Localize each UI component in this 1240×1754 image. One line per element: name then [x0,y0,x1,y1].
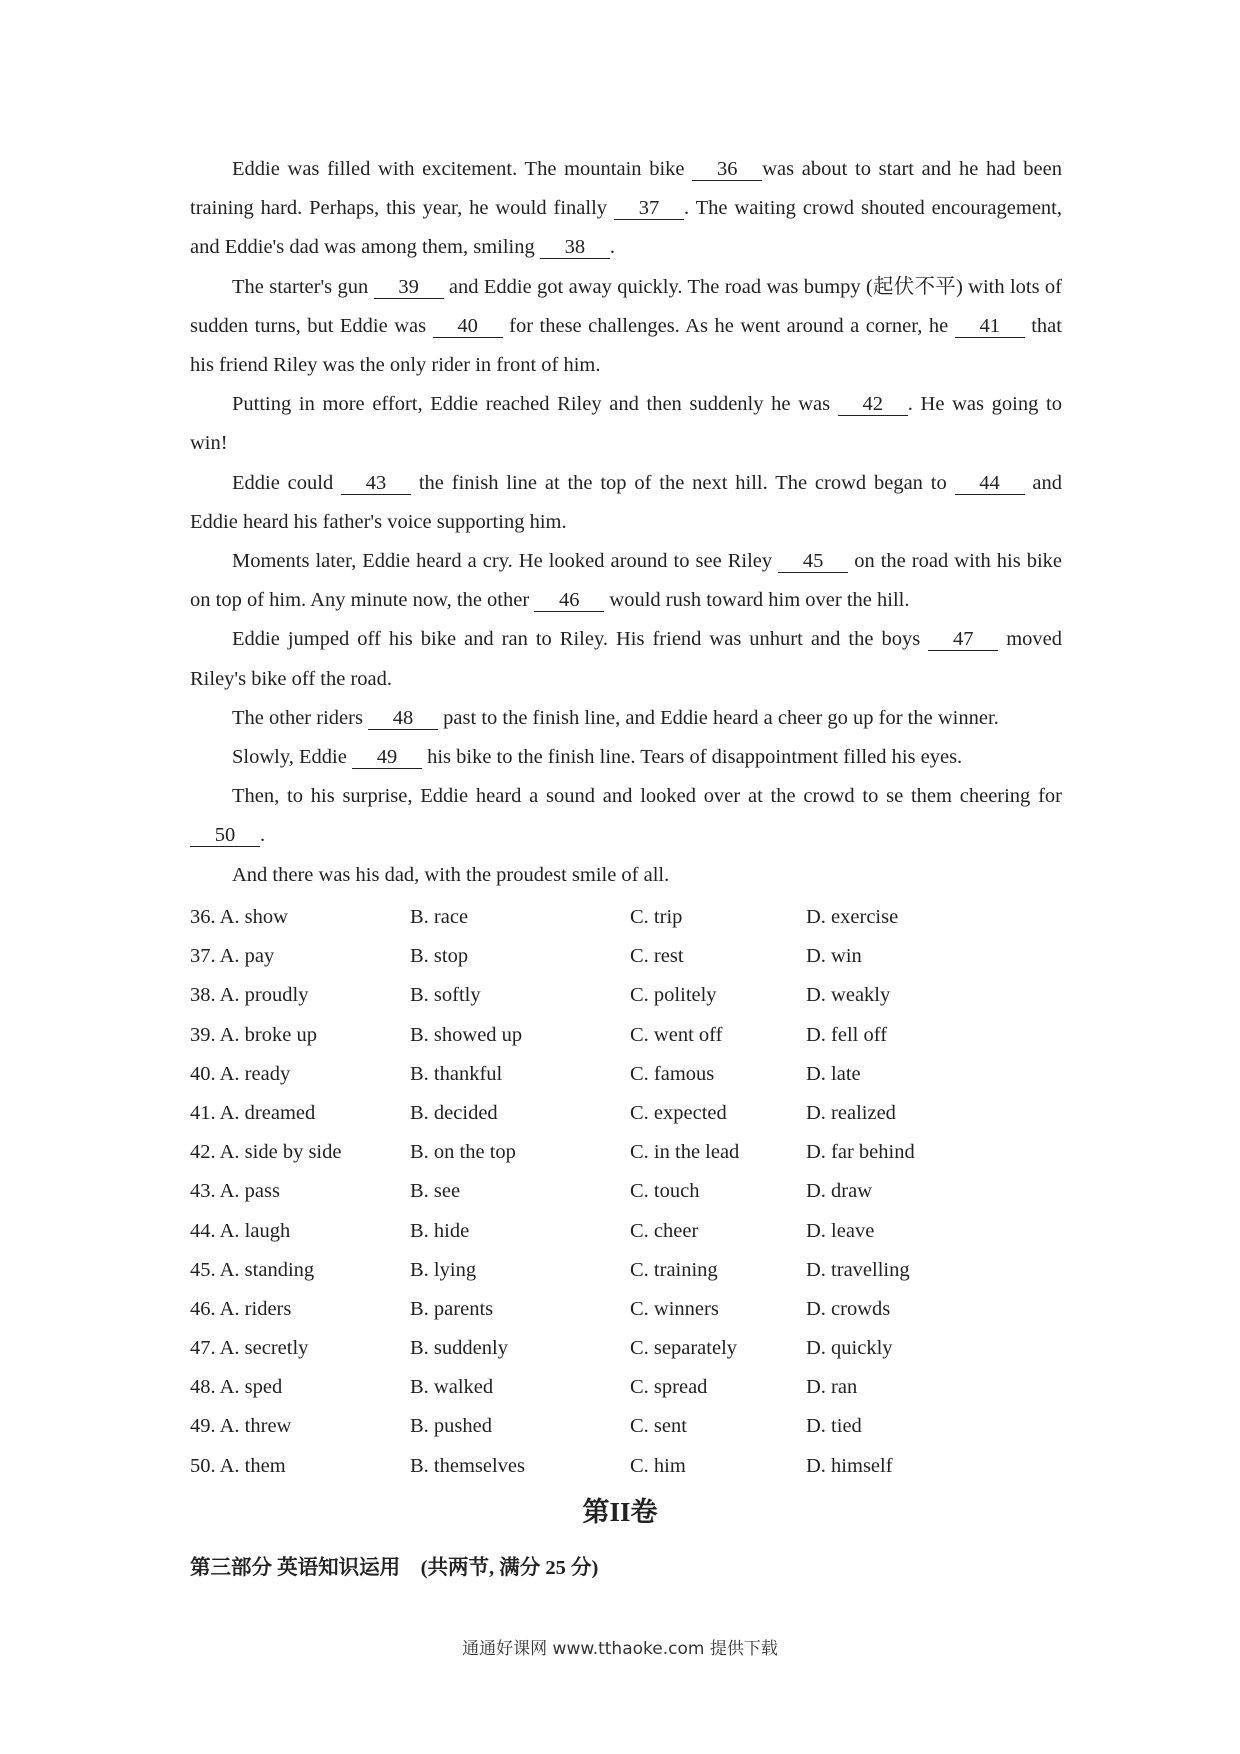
option-choice: D. himself [806,1454,893,1477]
blank-46: 46 [534,589,604,612]
option-choice: D. late [806,1062,861,1085]
passage-text: and Eddie heard his father's voice supporting him. [190,471,1062,533]
passage-text: was about to start and he had been training hard. Perhaps, this year, he would finally [190,158,1062,220]
option-choice: 36. A. show [190,906,288,928]
option-choice: 39. A. broke up [190,1023,317,1046]
blank-40: 40 [433,315,503,338]
option-row [190,976,1010,1015]
option-choice: C. politely [630,984,717,1007]
option-choice: B. suddenly [410,1337,508,1360]
blank-38: 38 [540,236,610,259]
passage-text: Then, to his surprise, Eddie heard a sound and looked over at the crowd to se them cheering for [232,785,1062,808]
option-choice: B. stop [410,945,469,968]
option-choice: D. tied [806,1415,862,1438]
option-choice: C. training [630,1258,718,1281]
option-choice: B. race [410,906,469,928]
option-choice: C. sent [630,1415,687,1438]
blank-44: 44 [955,472,1025,495]
passage-text: Eddie was filled with excitement. The mountain bike [232,158,693,180]
footer-source: 通通好课网 www.tthaoke.com 提供下载 [462,1639,778,1659]
option-choice: C. separately [630,1337,738,1360]
option-choice: D. draw [806,1180,873,1203]
option-row [190,1447,1010,1486]
blank-36: 36 [692,158,762,181]
passage-text: . [260,824,266,847]
option-choice: B. showed up [410,1023,523,1046]
option-choice: 46. A. riders [190,1297,292,1320]
passage-text: for these challenges. As he went around a corner, he [502,314,955,337]
paragraph-2 [190,268,1062,386]
option-choice: 44. A. laugh [190,1219,291,1242]
paragraph-4 [190,464,1062,542]
option-choice: D. crowds [806,1297,891,1320]
option-choice: 50. A. them [190,1454,286,1477]
option-choice: D. win [806,945,862,968]
paragraph-3 [190,385,1062,463]
passage-text: his bike to the finish line. Tears of disappointment filled his eyes. [421,746,963,769]
option-choice: C. expected [630,1101,727,1124]
option-row [190,1290,1010,1329]
option-choice: D. fell off [806,1023,888,1046]
passage-text: that his friend Riley was the only rider in front of him. [190,314,1062,377]
passage-text: . He was going to win! [190,393,1062,455]
option-choice: C. trip [630,906,683,928]
option-choice: C. rest [630,945,684,968]
option-choice: B. lying [410,1258,477,1281]
option-choice: B. thankful [410,1062,503,1085]
passage-text: Eddie jumped off his bike and ran to Riley. His friend was unhurt and the boys [232,628,929,651]
option-choice: C. in the lead [630,1141,740,1164]
option-choice: B. hide [410,1219,470,1242]
option-choice: B. decided [410,1101,498,1124]
blank-37: 37 [614,197,684,220]
option-choice: 37. A. pay [190,945,275,968]
option-row [190,1368,1010,1407]
option-choice: D. exercise [806,906,899,928]
option-choice: 40. A. ready [190,1062,291,1085]
option-choice: D. realized [806,1101,896,1124]
option-row [190,1212,1010,1251]
option-choice: B. walked [410,1376,494,1399]
blank-39: 39 [374,276,444,299]
option-choice: B. see [410,1180,461,1203]
option-choice: D. quickly [806,1337,893,1360]
paragraph-7 [190,699,1062,738]
option-choice: C. famous [630,1062,715,1085]
option-row [190,1094,1010,1133]
option-choice: C. went off [630,1023,723,1046]
option-row [190,1055,1010,1094]
paragraph-1 [190,150,1062,268]
blank-49: 49 [352,746,422,769]
option-row [190,937,1010,976]
option-row [190,1251,1010,1290]
option-row [190,1133,1010,1172]
option-choice: 41. A. dreamed [190,1101,316,1124]
blank-42: 42 [838,393,908,416]
option-choice: C. him [630,1454,686,1477]
option-row [190,898,1010,937]
option-choice: 43. A. pass [190,1180,280,1203]
option-choice: 47. A. secretly [190,1337,309,1360]
passage-text: past to the finish line, and Eddie heard a cheer go up for the winner. [438,706,999,729]
option-choice: D. weakly [806,984,891,1007]
answer-options [190,898,1010,1486]
passage-text: on the road with his bike on top of him. Any minute now, the other [190,550,1062,612]
passage-text: . [609,236,615,259]
blank-43: 43 [341,472,411,495]
option-choice: 45. A. standing [190,1258,315,1281]
option-choice: D. travelling [806,1258,910,1281]
option-choice: B. softly [410,984,481,1007]
paragraph-9 [190,777,1062,855]
option-choice: 38. A. proudly [190,984,309,1007]
paragraph-6 [190,620,1062,698]
option-choice: C. spread [630,1376,708,1399]
passage-text: Putting in more effort, Eddie reached Riley and then suddenly he was [232,393,838,416]
blank-41: 41 [955,315,1025,338]
passage-text: the finish line at the top of the next hill. The crowd began to [411,471,955,494]
option-row [190,1016,1010,1055]
option-choice: B. on the top [410,1141,516,1164]
blank-45: 45 [778,550,848,573]
option-choice: D. leave [806,1219,875,1242]
passage-text: would rush toward him over the hill. [604,589,910,612]
passage-text: The other riders [232,706,369,729]
cloze-passage [190,150,1062,895]
option-choice: 48. A. sped [190,1376,283,1399]
passage-text: And there was his dad, with the proudest smile of all. [232,863,670,886]
option-row [190,1329,1010,1368]
option-choice: C. winners [630,1297,719,1320]
option-choice: D. ran [806,1376,858,1399]
option-choice: C. touch [630,1180,700,1203]
passage-text: . The waiting crowd shouted encouragement, and Eddie's dad was among them, smiling [190,197,1062,259]
blank-47: 47 [928,628,998,651]
option-choice: B. themselves [410,1454,526,1477]
passage-text: moved Riley's bike off the road. [190,628,1062,690]
blank-50: 50 [190,824,260,847]
blank-48: 48 [368,707,438,730]
option-choice: D. far behind [806,1141,915,1164]
passage-text: The starter's gun [232,275,374,298]
passage-text: Slowly, Eddie [232,746,352,769]
paragraph-8 [190,738,1062,777]
passage-text: Eddie could [232,471,342,494]
option-choice: 42. A. side by side [190,1141,342,1164]
option-row [190,1172,1010,1211]
volume-title: 第II卷 [582,1497,658,1527]
section-heading: 第三部分 英语知识运用 (共两节, 满分 25 分) [190,1557,599,1579]
paragraph-10 [190,856,1062,895]
paragraph-5 [190,542,1062,620]
option-choice: B. pushed [410,1415,492,1438]
option-choice: B. parents [410,1297,494,1320]
option-row [190,1407,1010,1446]
passage-text: and Eddie got away quickly. The road was bumpy (起伏不平) with lots of sudden turns, but Eddie was [190,275,1062,337]
option-choice: C. cheer [630,1219,699,1242]
option-choice: 49. A. threw [190,1415,292,1438]
passage-text: Moments later, Eddie heard a cry. He looked around to see Riley [232,550,779,573]
